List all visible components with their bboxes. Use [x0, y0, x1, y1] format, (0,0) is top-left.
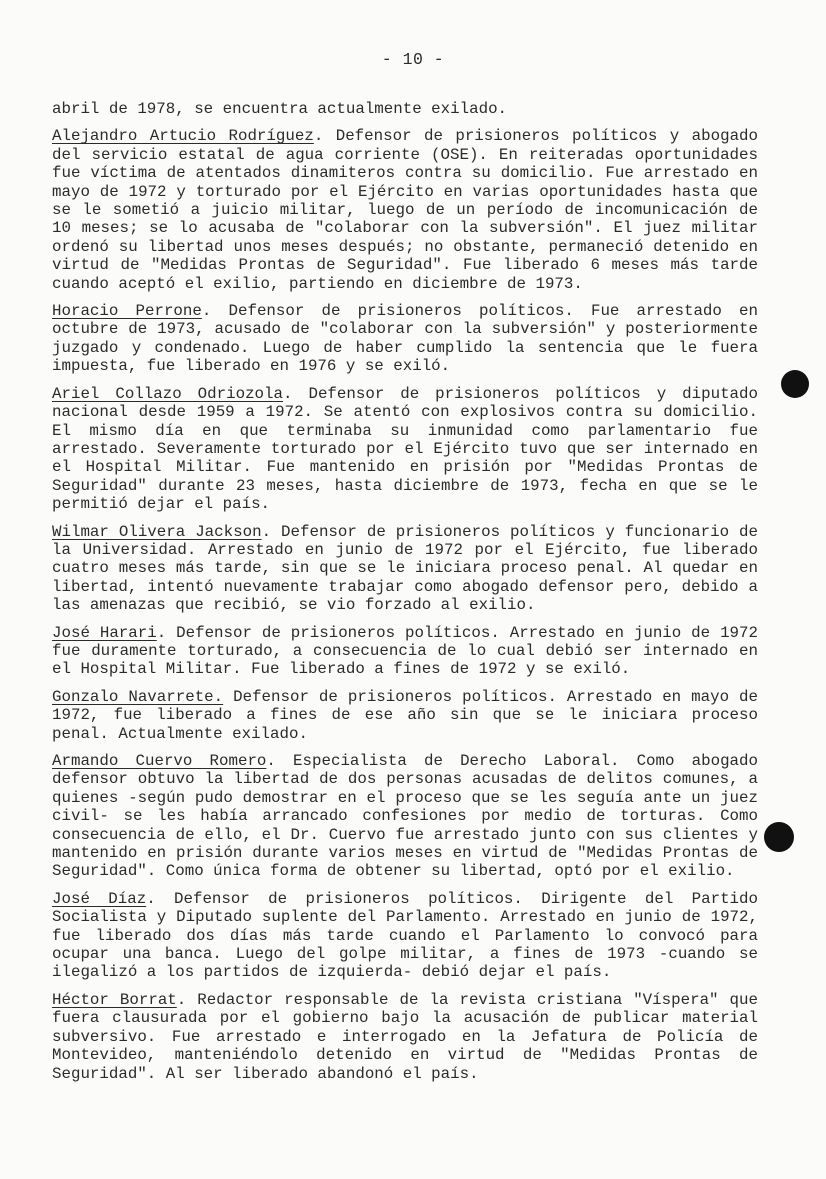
paragraph-borrat	[52, 991, 758, 1083]
paragraph-text: . Especialista de Derecho Laboral. Como abogado defensor obtuvo la libertad de dos personas acusadas de delitos comunes, a quienes -según pudo demostrar en el proceso que se les seguía ante un juez civil- se les había arrancado confesiones por medio de torturas. Como consecuencia de ello, el Dr. Cuervo fue arrestado junto con sus clientes y mantenido en prisión durante varios meses en virtud de "Medidas Prontas de Seguridad". Como única forma de obtener su libertad, optó por el exilio.	[52, 752, 758, 881]
punch-hole-mark	[781, 370, 809, 398]
person-name: José Harari	[52, 623, 157, 642]
paragraph-text: abril de 1978, se encuentra actualmente exilado.	[52, 100, 508, 118]
paragraph-text: . Redactor responsable de la revista cristiana "Víspera" que fuera clausurada por el gobierno bajo la acusación de publicar material subversivo. Fue arrestado e interrogado en la Jefatura de Policía de Montevideo, manteniéndolo detenido en virtud de "Medidas Prontas de Seguridad". Al ser liberado abandonó el país.	[52, 990, 758, 1083]
person-name: Wilmar Olivera Jackson	[52, 522, 262, 541]
paragraph-navarrete	[52, 688, 758, 743]
paragraph-cuervo	[52, 752, 758, 881]
paragraph-perrone	[52, 302, 758, 376]
person-name: Armando Cuervo Romero	[52, 752, 267, 770]
paragraph-text: . Defensor de prisioneros políticos y diputado nacional desde 1959 a 1972. Se atentó con explosivos contra su domicilio. El mismo día en que terminaba su inmunidad como parlamentario fue arrestado. Severamente torturado por el Ejército tuvo que ser internado en el Hospital Militar. Fue mantenido en prisión por "Medidas Prontas de Seguridad" durante 23 meses, hasta diciembre de 1973, fecha en que se le permitió dejar el país.	[52, 384, 758, 514]
paragraph-collazo	[52, 385, 758, 514]
paragraph-continuation	[52, 100, 758, 118]
paragraph-text: . Defensor de prisioneros políticos. Arrestado en junio de 1972 fue duramente torturado, a consecuencia de lo cual debió ser internado en el Hospital Militar. Fue liberado a fines de 1972 y se exiló.	[52, 623, 758, 679]
paragraph-harari	[52, 624, 758, 679]
paragraph-artucio	[52, 127, 758, 293]
page-number: - 10 -	[381, 50, 445, 69]
person-name: Ariel Collazo Odriozola	[52, 384, 284, 403]
paragraph-text: Defensor de prisioneros políticos. Arrestado en mayo de 1972, fue liberado a fines de ese año sin que se le iniciara proceso penal. Actualmente exilado.	[52, 687, 758, 743]
person-name: Gonzalo Navarrete.	[52, 687, 224, 706]
person-name: Horacio Perrone	[52, 302, 202, 321]
paragraph-text: . Defensor de prisioneros políticos y funcionario de la Universidad. Arrestado en junio de 1972 por el Ejército, fue liberado cuatro meses más tarde, sin que se le iniciara proceso penal. Al quedar en libertad, intentó nuevamente trabajar como abogado defensor pero, debido a las amenazas que recibió, se vio forzado al exilio.	[52, 522, 758, 615]
person-name: José Díaz	[52, 889, 147, 908]
paragraph-text: . Defensor de prisioneros políticos. Fue arrestado en octubre de 1973, acusado de "colaborar con la subversión" y posteriormente juzgado y condenado. Luego de haber cumplido la sentencia que le fuera impuesta, fue liberado en 1976 y se exiló.	[52, 302, 758, 376]
paragraph-text: . Defensor de prisioneros políticos y abogado del servicio estatal de agua corriente (OSE). En reiteradas oportunidades fue víctima de atentados dinamiteros contra su domicilio. Fue arrestado en mayo de 1972 y torturado por el Ejército en varias oportunidades hasta que se le sometió a juicio militar, luego de un período de incomunicación de 10 meses; se lo acusaba de "colaborar con la subversión". El juez militar ordenó su libertad unos meses después; no obstante, permaneció detenido en virtud de "Medidas Prontas de Seguridad". Fue liberado 6 meses más tarde cuando aceptó el exilio, partiendo en diciembre de 1973.	[52, 127, 759, 293]
paragraph-olivera	[52, 523, 758, 615]
paragraph-diaz	[52, 890, 758, 982]
document-body	[52, 100, 758, 1092]
person-name: Alejandro Artucio Rodríguez	[52, 127, 314, 146]
paragraph-text: . Defensor de prisioneros políticos. Dirigente del Partido Socialista y Diputado suplente del Parlamento. Arrestado en junio de 1972, fue liberado dos días más tarde cuando el Parlamento lo convocó para ocupar una banca. Luego del golpe militar, a fines de 1973 -cuando se ilegalizó a los partidos de izquierda- debió dejar el país.	[52, 889, 758, 982]
person-name: Héctor Borrat	[52, 990, 177, 1009]
punch-hole-mark	[764, 822, 794, 852]
